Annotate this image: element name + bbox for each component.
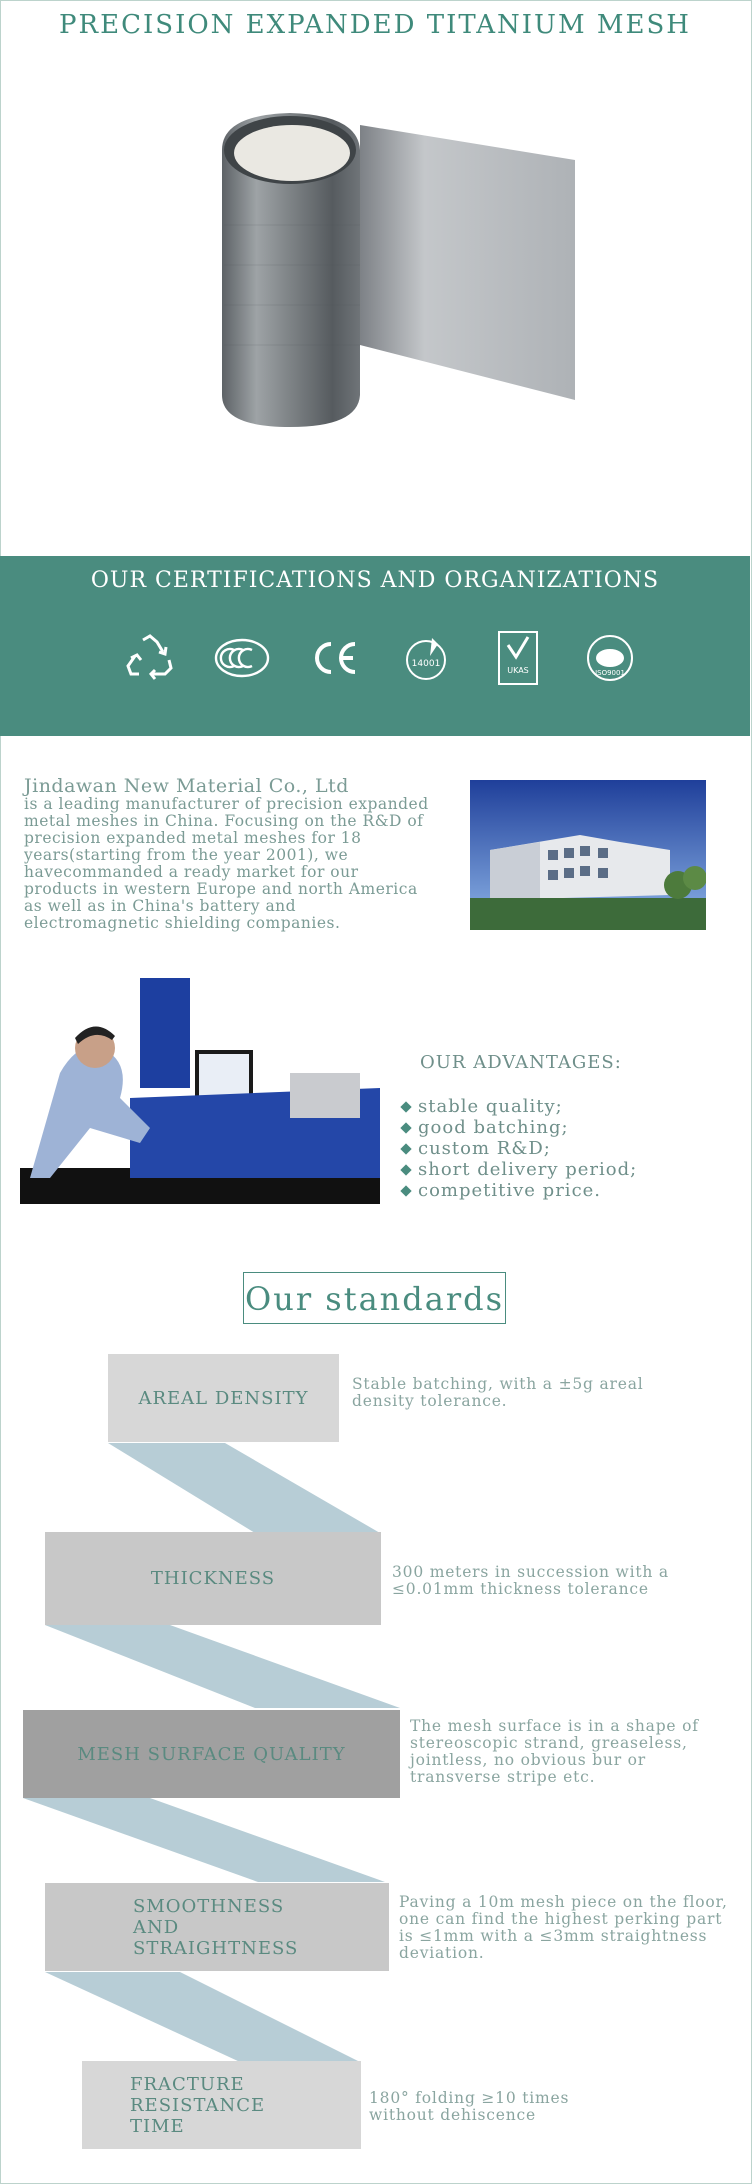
advantage-text: competitive price. [418, 1180, 602, 1201]
standard-label-mesh-surface-quality [23, 1710, 400, 1798]
advantage-item [402, 1117, 637, 1138]
standard-label: THICKNESS [150, 1568, 276, 1589]
iso14001-icon [396, 630, 456, 686]
certifications-band [0, 556, 750, 736]
standard-label-smoothness [45, 1883, 389, 1971]
bullet-icon [400, 1122, 411, 1133]
bullet-icon [400, 1143, 411, 1154]
ccc-icon [212, 630, 272, 686]
advantage-item [402, 1180, 637, 1201]
ukas-label: UKAS [507, 666, 529, 675]
standard-description: Stable batching, with a ±5g areal density tolerance. [352, 1375, 644, 1410]
advantage-text: short delivery period; [418, 1159, 638, 1180]
standard-label: FRACTURE RESISTANCE TIME [130, 2073, 266, 2137]
ce-icon [304, 630, 364, 686]
standard-description: 300 meters in succession with a ≤0.01mm thickness tolerance [392, 1563, 669, 1598]
iso9001-label: ISO9001 [595, 669, 625, 677]
standard-description: The mesh surface is in a shape of stereoscopic strand, greaseless, jointless, no obvious bur or transverse stripe etc. [410, 1717, 699, 1786]
iso14001-label: 14001 [411, 659, 441, 669]
standard-label: AREAL DENSITY [138, 1387, 309, 1409]
standard-description: 180° folding ≥10 times without dehiscence [369, 2089, 570, 2124]
company-name: Jindawan New Material Co., Ltd [24, 775, 349, 797]
advantage-text: custom R&D; [418, 1138, 551, 1159]
advantage-item [402, 1159, 637, 1180]
standards-title: Our standards [243, 1272, 506, 1324]
company-building-photo [470, 780, 706, 930]
lab-equipment-photo [20, 978, 380, 1204]
company-description: is a leading manufacturer of precision expanded metal meshes in China. Focusing on the R&D of precision expanded metal meshes for 18 years(starting from the year 2001), we havecommanded a ready market for our products in western Europe and north America as well as in China's battery and electromagnetic shielding companies. [24, 795, 429, 932]
standard-label-fracture-resistance [82, 2061, 361, 2149]
iso9001-icon [580, 630, 640, 686]
standard-label: MESH SURFACE QUALITY [77, 1743, 346, 1765]
standard-label: SMOOTHNESS AND STRAIGHTNESS [133, 1895, 299, 1959]
page-title: PRECISION EXPANDED TITANIUM MESH [59, 10, 691, 40]
company-intro [24, 776, 434, 932]
advantage-text: good batching; [418, 1117, 569, 1138]
standard-label-areal-density [108, 1354, 339, 1442]
bullet-icon [400, 1164, 411, 1175]
standard-label-thickness [45, 1532, 381, 1625]
advantage-item [402, 1138, 637, 1159]
standard-description: Paving a 10m mesh piece on the floor, one can find the highest perking part is ≤1mm with a ≤3mm straightness deviation. [399, 1893, 728, 1962]
advantage-item [402, 1096, 637, 1117]
certification-icons [120, 628, 640, 688]
bullet-icon [400, 1185, 411, 1196]
titanium-mesh-roll-image [210, 105, 590, 435]
advantage-text: stable quality; [418, 1096, 563, 1117]
advantages-title: OUR ADVANTAGES: [420, 1052, 622, 1073]
certifications-title: OUR CERTIFICATIONS AND ORGANIZATIONS [90, 568, 660, 593]
recycle-icon [120, 630, 180, 686]
ukas-icon [488, 630, 548, 686]
advantages-list [402, 1096, 637, 1201]
bullet-icon [400, 1101, 411, 1112]
